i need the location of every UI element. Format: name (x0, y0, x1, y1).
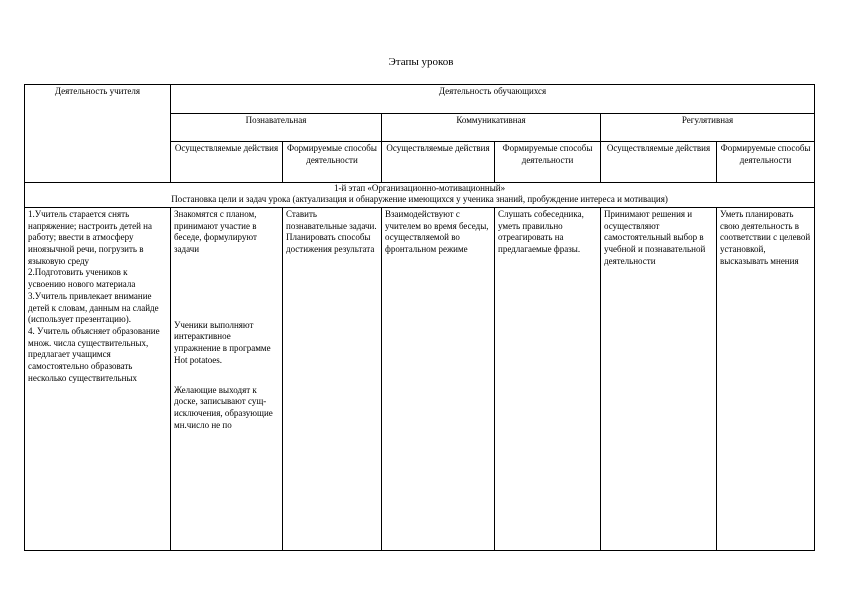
cognitive-methods-cell: Ставить познавательные задачи. Планировать способы достижения результата (283, 208, 382, 551)
teacher-step-2: 2.Подготовить учеников к усвоению нового материала (28, 267, 136, 290)
group-cognitive-header: Познавательная (171, 114, 382, 142)
teacher-activity-header: Деятельность учителя (25, 85, 171, 183)
communicative-methods-cell: Слушать собеседника, уметь правильно отреагировать на предлагаемые фразы. (495, 208, 601, 551)
communicative-actions-cell: Взаимодействуют с учителем во время беседы, осуществляемой во фронтальном режиме (382, 208, 495, 551)
cognitive-actions-cell (171, 208, 283, 551)
spacer (174, 256, 279, 266)
cognitive-action-2: Ученики выполняют интерактивное упражнение в программе Hot potatoes. (174, 319, 271, 365)
stage-cell (25, 183, 815, 208)
teacher-activity-cell (25, 208, 171, 551)
students-activity-header: Деятельность обучающихся (171, 85, 815, 114)
stage-title: 1-й этап «Организационно-мотивационный» (333, 183, 506, 193)
lesson-stages-table (24, 84, 815, 551)
regulatory-methods-cell: Уметь планировать свою деятельность в соответствии с целевой установкой, высказывать мнения (717, 208, 815, 551)
stage-goal: Постановка цели и задач урока (актуализация и обнаружение имеющихся у ученика знаний, пробуждение интереса и мотивация) (171, 194, 668, 205)
cognitive-methods-header: Формируемые способы деятельности (283, 142, 382, 183)
cognitive-action-3: Желающие выходят к доске, записывают сущ-исключения, образующие мн.число не по (174, 384, 273, 430)
regulatory-actions-header: Осуществляемые действия (601, 142, 717, 183)
cognitive-actions-header: Осуществляемые действия (171, 142, 283, 183)
teacher-step-1-cont: иноязычной речи, погрузить в языковую среду (28, 244, 144, 266)
communicative-actions-header: Осуществляемые действия (382, 142, 495, 183)
stage-row (25, 183, 815, 208)
teacher-step-3: 3.Учитель привлекает внимание детей к словам, данным на слайде (использует презентацию). (28, 290, 159, 325)
group-regulatory-header: Регулятивная (601, 114, 815, 142)
teacher-step-1: 1.Учитель старается снять напряжение; настроить детей на работу; ввести в атмосферу (28, 209, 152, 243)
communicative-methods-header: Формируемые способы деятельности (495, 142, 601, 183)
page-title: Этапы уроков (388, 56, 454, 68)
spacer (174, 284, 279, 302)
teacher-step-4: 4. Учитель объясняет образование множ. числа существительных, предлагает учащимся самостоятельно образовать несколько существительных (28, 325, 160, 383)
spacer (174, 302, 279, 320)
group-communicative-header: Коммуникативная (382, 114, 601, 142)
header-row-1 (25, 85, 815, 114)
stage-body-row (25, 208, 815, 551)
spacer (174, 367, 279, 385)
cognitive-action-1: Знакомятся с планом, принимают участие в беседе, формулируют задачи (174, 209, 257, 255)
regulatory-actions-cell: Принимают решения и осуществляют самостоятельный выбор в учебной и познавательной деятельности (601, 208, 717, 551)
regulatory-methods-header: Формируемые способы деятельности (717, 142, 815, 183)
spacer (174, 266, 279, 284)
